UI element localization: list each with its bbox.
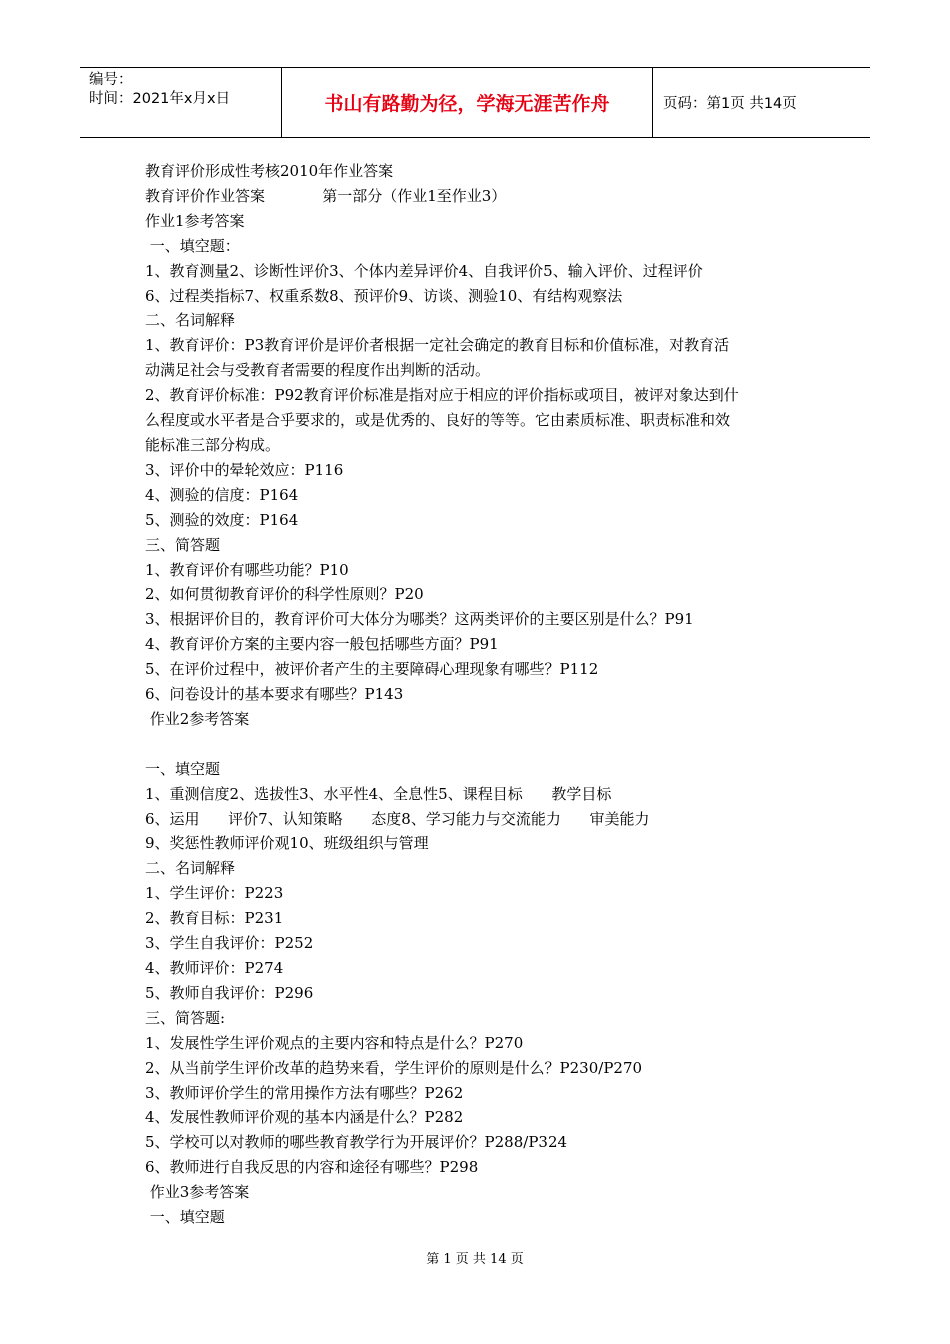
text-line: 三、简答题: — [145, 1008, 226, 1027]
text-line: 一、填空题 — [145, 759, 221, 778]
text-line: 1、教育评价：P3教育评价是评价者根据一定社会确定的教育目标和价值标准，对教育活 — [145, 336, 730, 355]
text-line: 1、学生评价：P223 — [145, 884, 284, 903]
text-line: 3、根据评价目的，教育评价可大体分为哪类？这两类评价的主要区别是什么？P91 — [145, 610, 694, 629]
document-body — [145, 159, 815, 1230]
text-line: 5、测验的效度：P164 — [145, 510, 299, 529]
text-line: 1、教育评价有哪些功能？P10 — [145, 560, 349, 579]
text-line: 教育评价作业答案 第一部分（作业1至作业3） — [145, 186, 507, 205]
text-line: 1、发展性学生评价观点的主要内容和特点是什么？P270 — [145, 1033, 524, 1052]
text-line: 么程度或水平者是合乎要求的，或是优秀的、良好的等等。它由素质标准、职责标准和效 — [145, 411, 731, 430]
text-line: 6、过程类指标7、权重系数8、预评价9、访谈、测验10、有结构观察法 — [145, 286, 623, 305]
text-line: 3、教师评价学生的常用操作方法有哪些？P262 — [145, 1083, 464, 1102]
text-line: 4、教育评价方案的主要内容一般包括哪些方面？P91 — [145, 635, 499, 654]
text-line: 3、评价中的晕轮效应：P116 — [145, 460, 344, 479]
text-line: 5、学校可以对教师的哪些教育教学行为开展评价？P288/P324 — [145, 1133, 568, 1152]
text-line: 4、测验的信度：P164 — [145, 485, 299, 504]
text-line: 6、教师进行自我反思的内容和途径有哪些？P298 — [145, 1158, 479, 1177]
text-line: 9、奖惩性教师评价观10、班级组织与管理 — [145, 834, 429, 853]
text-line: 作业1参考答案 — [145, 211, 245, 230]
text-line: 三、简答题 — [145, 535, 221, 554]
header-meta — [80, 68, 282, 137]
text-line: 二、名词解释 — [145, 311, 236, 330]
page-header — [80, 67, 870, 138]
document-time-label: 时间：2021年x月x日 — [89, 91, 231, 107]
text-line: 4、教师评价：P274 — [145, 958, 284, 977]
text-line: 1、教育测量2、诊断性评价3、个体内差异评价4、自我评价5、输入评价、过程评价 — [145, 261, 703, 280]
text-line: 作业3参考答案 — [145, 1183, 250, 1202]
text-line: 2、教育目标：P231 — [145, 909, 284, 928]
text-line: 5、在评价过程中，被评价者产生的主要障碍心理现象有哪些？P112 — [145, 660, 599, 679]
text-line: 5、教师自我评价：P296 — [145, 983, 314, 1002]
text-line — [145, 732, 815, 757]
text-line: 2、教育评价标准：P92教育评价标准是指对应于相应的评价指标或项目，被评对象达到什 — [145, 386, 739, 405]
text-line: 二、名词解释 — [145, 859, 236, 878]
text-line: 6、运用 评价7、认知策略 态度8、学习能力与交流能力 审美能力 — [145, 809, 650, 828]
text-line: 6、问卷设计的基本要求有哪些？P143 — [145, 685, 404, 704]
text-line: 教育评价形成性考核2010年作业答案 — [145, 162, 394, 180]
text-line: 一、填空题： — [145, 236, 240, 255]
text-line: 一、填空题 — [145, 1208, 225, 1227]
header-motto: 书山有路勤为径，学海无涯苦作舟 — [282, 68, 653, 137]
document-number-label: 编号： — [89, 72, 133, 88]
text-line: 4、发展性教师评价观的基本内涵是什么？P282 — [145, 1108, 464, 1127]
page-footer: 第 1 页 共 14 页 — [426, 1252, 524, 1267]
text-line: 2、从当前学生评价改革的趋势来看，学生评价的原则是什么？P230/P270 — [145, 1058, 643, 1077]
header-page-number: 页码：第1页 共14页 — [663, 96, 797, 112]
text-line: 2、如何贯彻教育评价的科学性原则？P20 — [145, 585, 424, 604]
text-line: 动满足社会与受教育者需要的程度作出判断的活动。 — [145, 361, 491, 380]
text-line: 1、重测信度2、选拔性3、水平性4、全息性5、课程目标 教学目标 — [145, 784, 612, 803]
text-line: 作业2参考答案 — [145, 709, 250, 728]
text-line: 3、学生自我评价：P252 — [145, 934, 314, 953]
text-line: 能标准三部分构成。 — [145, 435, 281, 454]
